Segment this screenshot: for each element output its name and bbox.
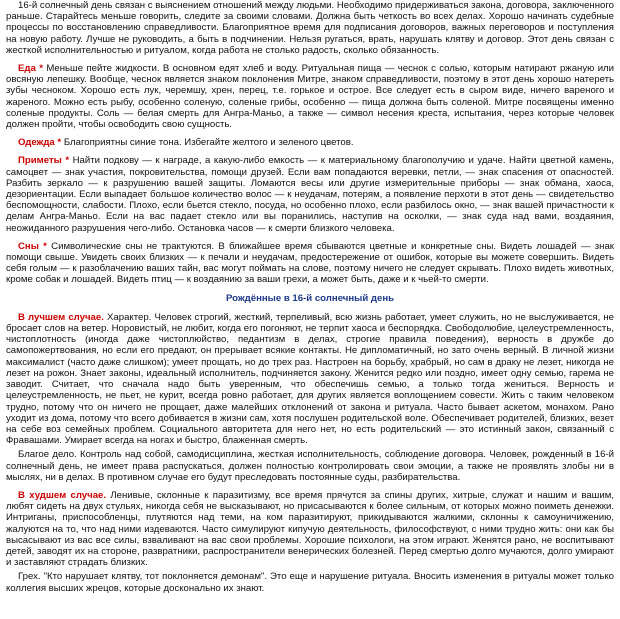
- omens-section: [6, 155, 614, 233]
- omens-label: Приметы: [18, 155, 62, 167]
- worst-case-section: [6, 490, 614, 568]
- best-case-extra: Благое дело. Контроль над собой, самодисциплина, жесткая исполнительность, соблюдение договора. Человек, рожденный в 16-й солнечный день, не имеет права распускаться, должен полностью контролировать свои эмоции, а также не проявлять злобы ни в мыслях, ни в делах. В противном случае его будут преследовать постоянные суды, разбирательства.: [6, 449, 614, 483]
- dreams-label: Сны: [18, 240, 39, 252]
- clothing-section: [6, 137, 614, 148]
- dreams-text: Символические сны не трактуются. В ближайшее время сбываются цветные и конкретные сны. Видеть лошадей — знак помощи свыше. Увидеть своих близких — к печали и неудачам, предостережение от ошибок, которые вы можете совершить. Видеть себя голым — к разоблачению ваших тайн, вас могут поймать на слове, поэтому ничего не следует скрывать. Плохо видеть животных, кроме собак и лошадей. Видеть птиц — к воздаянию за ваши грехи, а может быть, даже и к чьей-то смерти.: [6, 240, 615, 286]
- worst-case-text: Ленивые, склонные к паразитизму, все время прячутся за спины других, хитрые, служат и нашим и вашим, любят сидеть на двух стульях, никогда себя не высказывают, но присасываются к более сильным, от которых можно поиметь денежки. Интриганы, приспособленцы, плутяются над теми, на ком паразитируют, прикидываются жалкими, склонны к самоуничижению, жалуются на то, что над ними издеваются. Часто симулируют кипучую деятельность, философствуют, с ними трудно жить: они как бы высасывают из вас все силы, взваливают на вас свои проблемы. Хорошие психологи, на этом играют. Женятся рано, не воспитывают детей, заводят их на стороне, развратники, распространители венерических болезней. Перед смертью долго мучаются, долго умирают и заставляют страдать близких.: [6, 489, 614, 569]
- clothing-text: Благоприятны синие тона. Избегайте желтого и зеленого цветов.: [63, 137, 354, 149]
- worst-case-label: В худшем случае.: [18, 489, 107, 501]
- food-marker: *: [39, 63, 43, 75]
- clothing-label: Одежда: [18, 137, 55, 149]
- food-text: Меньше пейте жидкости. В основном едят хлеб и воду. Ритуальная пища — чеснок с солью, которым натирают ржаную или овсяную лепешку. Вообще, чеснок является знаком поклонения Митре, знаком справедливости, поэтому в этот день хорошо натереть зубы чесноком. Хорошо есть лук, черемшу, хрен, перец, т.е. горькое и острое. Все следует есть в сыром виде, ничего вареного и жареного. Можно есть рыбу, особенно соленую, соленые грибы, особенно — пища должна быть соленой. Митре посвящены именно соленые продукты. Соль — белая смерть для Ангра-Маньо, а также — символ несения креста, испытания, через которые человек должен пройти, чтобы освободить свою сущность.: [6, 63, 615, 131]
- born-heading: Рождённые в 16-й солнечный день: [225, 292, 395, 304]
- dreams-section: [6, 241, 614, 286]
- omens-text: Найти подкову — к награде, а какую-либо емкость — к материальному благополучию и удаче. Найти цветной камень, самоцвет — знак участия, покровительства, помощи друзей. Если вам попадаются веревки, петли, — знак спасения от опасностей. Разбить зеркало — к разрушению вашей защиты. Ломаются весы или другие измерительные приборы — знак обмана, хаоса, дезориентации. Если выпадает большое количество волос — к неудачам, потерям, а появление перхоти в этот день — свидетельство беспомощности, слабости. Плохо, если бьется стекло, посуда, но особенно плохо, если разбилось окно, — знак вашей причастности к делам Ангра-Маньо. Если на вас падает стекло или вы поранились, наступив на осколки, — знак суда над вами, воздаяния, неожиданного разрушения чего-либо. Остановка часов — к смерти близкого человека.: [6, 155, 614, 234]
- worst-case-extra: Грех. "Кто нарушает клятву, тот поклоняется демонам". Это еще и нарушение ритуала. Вносить изменения в ритуалы может только коллегия высших жрецов, которые досконально их знают.: [6, 571, 614, 594]
- best-case-text: Характер. Человек строгий, жесткий, терпеливый, всю жизнь работает, умеет служить, но не выслуживается, не бросает слов на ветер. Норовистый, не любит, когда его погоняют, не терпит хаоса и беспорядка. Свободолюбие, целеустремленность, чистоплотность (иногда даже чистоплюйство, педантизм в делах, строгие правила поведения), верность в дружбе до самопожертвования, но если его предают, он прерывает всякие контакты. Не дипломатичный, но зато очень верный. В личной жизни максималист (часто даже слишком); умеет прощать, но до трех раз. Настроен на борьбу, храбрый, но сам в драку не лезет, никогда не лезет на рожон. Знает законы, идеальный исполнитель, подчиняется закону. Женится редко или поздно, имеет одну семью, гарема не заводит. Считает, что сначала надо быть уверенным, что обеспечишь семью, а только тогда жениться. Верность и целеустремленность, не пьет, не курит, всегда ровно работает, для других является воплощением совести. Жить с таким человеком трудно, потому что он ничего не прощает, даже малейших отклонений от закона и ритуала. Часто бывает аскетом, монахом. Рано уходит из дома, потому что всего добивается в жизни сам, хотя послушен родительской воле. Обеспечивает родителей, близких, везет на себе воз семейных проблем. Социального авторитета для него нет, но есть родительский — это истинный закон, связанный с Фравашами. Умирает всегда на ногах и быстро, блаженная смерть.: [6, 311, 615, 447]
- food-label: Еда: [18, 63, 36, 75]
- food-section: [6, 63, 614, 130]
- dreams-marker: *: [43, 240, 47, 252]
- intro-paragraph: 16-й солнечный день связан с выяснением отношений между людьми. Необходимо придерживаться закона, договора, заключенного раньше. Старайтесь меньше говорить, следите за своими словами. Должна быть четкость во всех делах. Хорошо начинать судебные процессы по восстановлению справедливости. Благоприятное время для подписания договоров, важных переговоров и поступления на новую работу. Лучше не руководить, а быть в подчинении. Нельзя ругаться, врать, нарушать клятву и договор. Этот день связан с жесткой исполнительностью и ритуалом, когда работа не столько радость, сколько обязанность.: [6, 0, 614, 56]
- best-case-section: [6, 312, 614, 446]
- best-case-label: В лучшем случае.: [18, 311, 104, 323]
- omens-marker: *: [65, 155, 70, 167]
- clothing-marker: *: [57, 137, 62, 149]
